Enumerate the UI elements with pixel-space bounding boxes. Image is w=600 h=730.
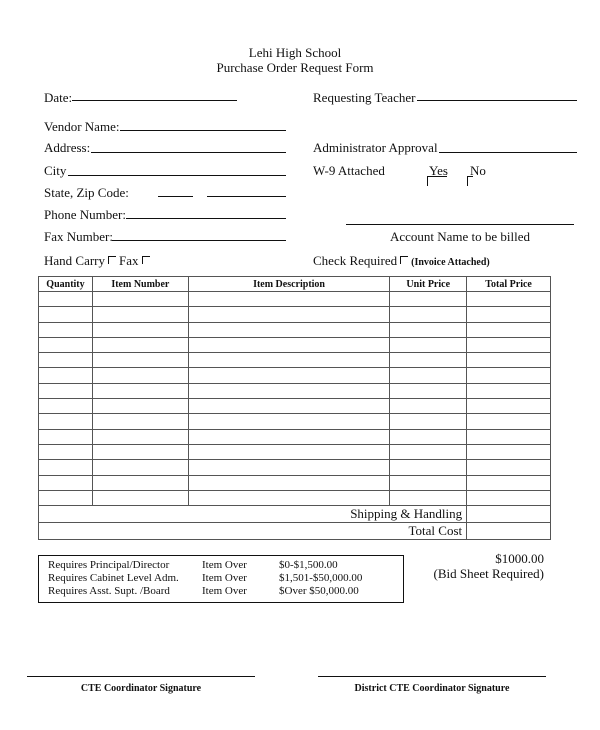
table-cell[interactable] (467, 322, 551, 337)
items-table (38, 276, 551, 540)
table-cell[interactable] (92, 353, 188, 368)
table-cell[interactable] (92, 414, 188, 429)
table-cell[interactable] (188, 337, 390, 352)
table-cell[interactable] (39, 292, 93, 307)
table-cell[interactable] (390, 292, 467, 307)
table-row (39, 490, 551, 505)
table-cell[interactable] (39, 383, 93, 398)
items-body (39, 292, 551, 506)
table-cell[interactable] (92, 490, 188, 505)
table-cell[interactable] (467, 337, 551, 352)
approval-item-2: Item Over (202, 585, 247, 597)
table-cell[interactable] (390, 414, 467, 429)
table-row (39, 322, 551, 337)
address-label: Address: (44, 140, 91, 155)
table-cell[interactable] (39, 337, 93, 352)
check-required-label: Check Required (313, 253, 398, 268)
shipping-label: Shipping & Handling (39, 506, 467, 523)
table-cell[interactable] (92, 307, 188, 322)
approval-range-1: $1,501-$50,000.00 (279, 572, 363, 584)
table-cell[interactable] (188, 475, 390, 490)
table-cell[interactable] (188, 399, 390, 414)
invoice-attached-label: (Invoice Attached) (411, 257, 490, 268)
fax-checkbox[interactable] (142, 256, 150, 264)
table-row (39, 368, 551, 383)
requesting-teacher-label: Requesting Teacher (313, 90, 416, 105)
table-cell[interactable] (39, 399, 93, 414)
table-row (39, 337, 551, 352)
approval-range-2: $Over $50,000.00 (279, 585, 359, 597)
table-cell[interactable] (92, 429, 188, 444)
table-cell[interactable] (467, 292, 551, 307)
col-quantity: Quantity (39, 277, 93, 292)
table-cell[interactable] (188, 292, 390, 307)
table-cell[interactable] (39, 429, 93, 444)
school-name: Lehi High School (248, 45, 342, 60)
table-cell[interactable] (390, 368, 467, 383)
table-cell[interactable] (467, 460, 551, 475)
table-cell[interactable] (188, 444, 390, 459)
table-cell[interactable] (39, 322, 93, 337)
phone-field[interactable] (126, 218, 286, 219)
table-cell[interactable] (188, 307, 390, 322)
zip-field[interactable] (207, 196, 286, 197)
vendor-name-label: Vendor Name: (44, 119, 120, 134)
bid-note: (Bid Sheet Required) (433, 566, 544, 581)
table-cell[interactable] (390, 383, 467, 398)
w9-no-label: No (470, 163, 486, 178)
table-header-row (39, 277, 551, 292)
table-cell[interactable] (188, 353, 390, 368)
table-cell[interactable] (467, 399, 551, 414)
cte-signature-label: CTE Coordinator Signature (80, 683, 202, 694)
district-signature-line[interactable] (318, 676, 546, 677)
table-cell[interactable] (467, 444, 551, 459)
city-field[interactable] (68, 175, 286, 176)
shipping-cell[interactable] (467, 506, 551, 523)
table-cell[interactable] (390, 460, 467, 475)
table-cell[interactable] (188, 322, 390, 337)
table-cell[interactable] (92, 368, 188, 383)
account-name-field[interactable] (346, 224, 574, 225)
fax-number-field[interactable] (112, 240, 286, 241)
w9-yes-label: Yes (429, 163, 448, 178)
approval-item-1: Item Over (202, 572, 247, 584)
total-cell[interactable] (467, 523, 551, 540)
shipping-row (39, 506, 551, 523)
bid-amount: $1000.00 (495, 551, 544, 566)
w9-yes-checkbox[interactable] (427, 176, 447, 186)
table-cell[interactable] (390, 399, 467, 414)
table-cell[interactable] (467, 383, 551, 398)
table-row (39, 429, 551, 444)
table-cell[interactable] (390, 490, 467, 505)
col-item-number: Item Number (92, 277, 188, 292)
delivery-options (44, 253, 153, 269)
table-cell[interactable] (467, 429, 551, 444)
table-cell[interactable] (390, 353, 467, 368)
date-label: Date: (44, 90, 73, 105)
col-total-price: Total Price (467, 277, 551, 292)
table-cell[interactable] (92, 322, 188, 337)
address-field[interactable] (91, 152, 286, 153)
table-row (39, 353, 551, 368)
table-cell[interactable] (39, 475, 93, 490)
col-item-description: Item Description (188, 277, 390, 292)
approval-thresholds-box (38, 555, 404, 603)
check-required-row (313, 253, 490, 269)
approval-who-0: Requires Principal/Director (48, 559, 170, 571)
table-cell[interactable] (92, 444, 188, 459)
table-cell[interactable] (92, 383, 188, 398)
table-row (39, 307, 551, 322)
table-cell[interactable] (39, 460, 93, 475)
table-cell[interactable] (39, 414, 93, 429)
table-row (39, 414, 551, 429)
check-required-checkbox[interactable] (400, 256, 408, 264)
table-cell[interactable] (39, 490, 93, 505)
table-cell[interactable] (390, 337, 467, 352)
table-cell[interactable] (467, 368, 551, 383)
vendor-name-field[interactable] (120, 130, 286, 131)
account-name-label: Account Name to be billed (389, 229, 531, 244)
table-cell[interactable] (188, 460, 390, 475)
table-cell[interactable] (39, 444, 93, 459)
table-cell[interactable] (390, 475, 467, 490)
w9-no-checkbox[interactable] (467, 176, 473, 186)
table-cell[interactable] (390, 429, 467, 444)
table-cell[interactable] (92, 475, 188, 490)
total-label: Total Cost (39, 523, 467, 540)
table-cell[interactable] (188, 383, 390, 398)
fax-label: Fax (119, 253, 139, 268)
table-cell[interactable] (39, 353, 93, 368)
table-row (39, 292, 551, 307)
fax-number-label: Fax Number: (44, 229, 113, 244)
table-row (39, 383, 551, 398)
hand-carry-checkbox[interactable] (108, 256, 116, 264)
table-cell[interactable] (467, 353, 551, 368)
table-cell[interactable] (92, 399, 188, 414)
table-cell[interactable] (467, 490, 551, 505)
table-cell[interactable] (188, 368, 390, 383)
city-label: City (44, 163, 67, 178)
hand-carry-label: Hand Carry (44, 253, 106, 268)
table-cell[interactable] (390, 322, 467, 337)
table-cell[interactable] (92, 460, 188, 475)
district-signature-label: District CTE Coordinator Signature (354, 683, 510, 694)
col-unit-price: Unit Price (390, 277, 467, 292)
date-field[interactable] (72, 100, 237, 101)
table-cell[interactable] (188, 429, 390, 444)
table-row (39, 475, 551, 490)
table-cell[interactable] (92, 337, 188, 352)
table-cell[interactable] (467, 307, 551, 322)
table-cell[interactable] (467, 475, 551, 490)
total-row (39, 523, 551, 540)
state-zip-label: State, Zip Code: (44, 185, 129, 200)
table-cell[interactable] (467, 414, 551, 429)
approval-range-0: $0-$1,500.00 (279, 559, 338, 571)
administrator-approval-label: Administrator Approval (313, 140, 438, 155)
requesting-teacher-field[interactable] (417, 100, 577, 101)
approval-who-1: Requires Cabinet Level Adm. (48, 572, 179, 584)
table-row (39, 460, 551, 475)
administrator-approval-field[interactable] (439, 152, 577, 153)
form-title: Purchase Order Request Form (216, 60, 374, 75)
phone-label: Phone Number: (44, 207, 126, 222)
approval-item-0: Item Over (202, 559, 247, 571)
table-cell[interactable] (188, 490, 390, 505)
table-cell[interactable] (39, 368, 93, 383)
state-field[interactable] (158, 196, 193, 197)
table-cell[interactable] (92, 292, 188, 307)
table-cell[interactable] (390, 307, 467, 322)
table-cell[interactable] (39, 307, 93, 322)
table-cell[interactable] (390, 444, 467, 459)
cte-signature-line[interactable] (27, 676, 255, 677)
w9-label: W-9 Attached (313, 163, 385, 178)
approval-who-2: Requires Asst. Supt. /Board (48, 585, 170, 597)
table-row (39, 444, 551, 459)
table-cell[interactable] (188, 414, 390, 429)
table-row (39, 399, 551, 414)
